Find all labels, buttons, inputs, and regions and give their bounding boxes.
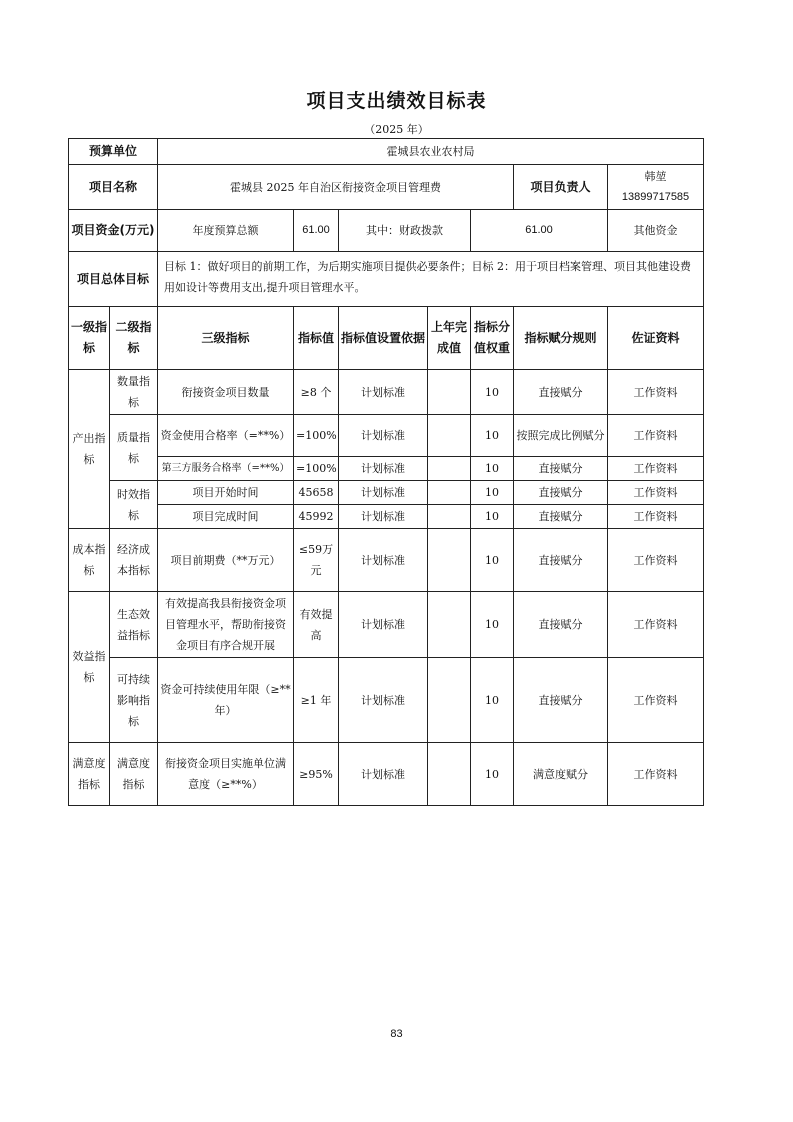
other-label: 其他资金	[633, 224, 678, 237]
row-evidence: 工作资料	[608, 505, 704, 529]
row-value: ≥1 年	[294, 658, 339, 743]
goal-label: 项目总体目标	[69, 252, 158, 307]
row-name: 有效提高我县衔接资金项目管理水平，帮助衔接资金项目有序合规开展	[158, 592, 294, 658]
row-name: 项目前期费（**万元）	[158, 529, 294, 592]
col-value: 指标值	[294, 307, 339, 370]
row-basis: 计划标准	[339, 481, 428, 505]
row-rule: 直接赋分	[514, 658, 608, 743]
col-level2: 二级指标	[110, 307, 158, 370]
row-rule: 满意度赋分	[514, 743, 608, 806]
row-basis: 计划标准	[339, 457, 428, 481]
goal-row	[69, 252, 704, 307]
row-name: 项目完成时间	[158, 505, 294, 529]
row-value: =100%	[294, 457, 339, 481]
row-rule: 按照完成比例赋分	[514, 415, 608, 457]
row-rule: 直接赋分	[514, 592, 608, 658]
row-rule: 直接赋分	[514, 505, 608, 529]
col-level1: 一级指标	[69, 307, 110, 370]
page-number: 83	[390, 1028, 403, 1040]
goal-text: 目标 1：做好项目的前期工作，为后期实施项目提供必要条件；目标 2：用于项目档案管理、项目其他建设费用如设计等费用支出,提升项目管理水平。	[158, 252, 704, 307]
row-weight: 10	[471, 370, 514, 415]
row-last	[428, 658, 471, 743]
person-cell	[608, 165, 704, 210]
row-last	[428, 457, 471, 481]
row-last	[428, 592, 471, 658]
row-weight: 10	[471, 457, 514, 481]
table-row	[69, 529, 704, 592]
row-weight: 10	[471, 505, 514, 529]
row-weight: 10	[471, 481, 514, 505]
row-evidence: 工作资料	[608, 658, 704, 743]
person-name: 韩堃	[644, 170, 667, 183]
row-basis: 计划标准	[339, 415, 428, 457]
annual-budget-label: 年度预算总额	[158, 210, 294, 252]
row-weight: 10	[471, 529, 514, 592]
group-benefit: 效益指标	[69, 592, 110, 743]
fiscal-label: 其中：财政拨款	[339, 210, 471, 252]
budget-unit-value: 霍城县农业农村局	[158, 139, 704, 165]
subgroup-economic-cost: 经济成本指标	[110, 529, 158, 592]
row-value: ≥95%	[294, 743, 339, 806]
budget-unit-row	[69, 139, 704, 165]
row-evidence: 工作资料	[608, 592, 704, 658]
row-basis: 计划标准	[339, 505, 428, 529]
year-label: （2025 年）	[364, 123, 429, 136]
annual-budget-value: 61.00	[294, 210, 339, 252]
row-weight: 10	[471, 592, 514, 658]
row-name: 衔接资金项目数量	[158, 370, 294, 415]
subgroup-quantity: 数量指标	[110, 370, 158, 415]
project-name-value: 霍城县 2025 年自治区衔接资金项目管理费	[158, 165, 514, 210]
row-last	[428, 743, 471, 806]
row-rule: 直接赋分	[514, 370, 608, 415]
header-row	[69, 307, 704, 370]
row-rule: 直接赋分	[514, 457, 608, 481]
table-row	[69, 457, 704, 481]
row-rule: 直接赋分	[514, 529, 608, 592]
col-basis: 指标值设置依据	[339, 307, 428, 370]
subgroup-timeliness: 时效指标	[110, 481, 158, 529]
col-level3: 三级指标	[158, 307, 294, 370]
other-cell	[608, 210, 704, 252]
row-last	[428, 481, 471, 505]
row-value: 45992	[294, 505, 339, 529]
table-row	[69, 370, 704, 415]
row-evidence: 工作资料	[608, 415, 704, 457]
table-row	[69, 505, 704, 529]
row-basis: 计划标准	[339, 370, 428, 415]
row-basis: 计划标准	[339, 743, 428, 806]
row-name: 衔接资金项目实施单位满意度（≥**%）	[158, 743, 294, 806]
col-evidence: 佐证资料	[608, 307, 704, 370]
subgroup-eco-benefit: 生态效益指标	[110, 592, 158, 658]
row-last	[428, 505, 471, 529]
row-name: 资金使用合格率（=**%）	[158, 415, 294, 457]
row-name: 项目开始时间	[158, 481, 294, 505]
row-value: 45658	[294, 481, 339, 505]
row-evidence: 工作资料	[608, 481, 704, 505]
project-name-row	[69, 165, 704, 210]
row-value: ≤59万元	[294, 529, 339, 592]
table-row	[69, 481, 704, 505]
row-last	[428, 529, 471, 592]
budget-unit-label: 预算单位	[69, 139, 158, 165]
row-evidence: 工作资料	[608, 457, 704, 481]
group-cost: 成本指标	[69, 529, 110, 592]
row-evidence: 工作资料	[608, 370, 704, 415]
table-row	[69, 743, 704, 806]
row-value: 有效提高	[294, 592, 339, 658]
row-last	[428, 370, 471, 415]
project-name-label: 项目名称	[69, 165, 158, 210]
row-value: =100%	[294, 415, 339, 457]
performance-table	[68, 138, 704, 806]
page-title: 项目支出绩效目标表	[306, 90, 487, 112]
table-row	[69, 592, 704, 658]
row-name: 资金可持续使用年限（≥**年）	[158, 658, 294, 743]
fiscal-value: 61.00	[471, 210, 608, 252]
row-basis: 计划标准	[339, 529, 428, 592]
col-rule: 指标赋分规则	[514, 307, 608, 370]
row-name: 第三方服务合格率（=**%）	[158, 457, 294, 481]
group-satisfaction: 满意度指标	[69, 743, 110, 806]
group-output: 产出指标	[69, 370, 110, 529]
row-value: ≥8 个	[294, 370, 339, 415]
row-evidence: 工作资料	[608, 529, 704, 592]
row-basis: 计划标准	[339, 592, 428, 658]
row-basis: 计划标准	[339, 658, 428, 743]
subgroup-satisfaction: 满意度指标	[110, 743, 158, 806]
person-label: 项目负责人	[514, 165, 608, 210]
table-row	[69, 658, 704, 743]
row-weight: 10	[471, 415, 514, 457]
col-last-year: 上年完成值	[428, 307, 471, 370]
row-rule: 直接赋分	[514, 481, 608, 505]
row-weight: 10	[471, 743, 514, 806]
table-row	[69, 415, 704, 457]
subgroup-quality: 质量指标	[110, 415, 158, 481]
subgroup-sustain: 可持续影响指标	[110, 658, 158, 743]
row-evidence: 工作资料	[608, 743, 704, 806]
funds-label: 项目资金(万元)	[69, 210, 158, 252]
row-weight: 10	[471, 658, 514, 743]
funds-row	[69, 210, 704, 252]
row-last	[428, 415, 471, 457]
person-phone: 13899717585	[621, 191, 690, 203]
col-weight: 指标分值权重	[471, 307, 514, 370]
